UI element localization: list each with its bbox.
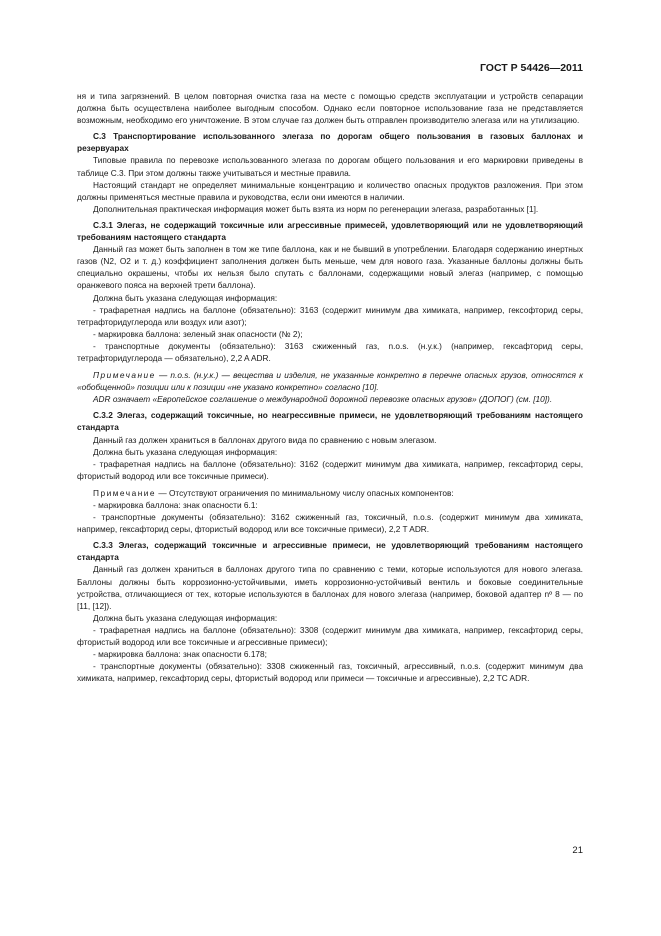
note-continuation: ADR означает «Европейское соглашение о международной дорожной перевозке опасных грузов» (ДОПОГ) (см. [10]). [93,394,553,405]
paragraph: Данный газ может быть заполнен в том же типе баллона, как и не бывший в употреблении. Благодаря содержанию инертных газов (N2, O2 и т. д.) коэффициент заполнения должен быть меньше, чем для нового газа. Указанные баллоны должны быть специально окрашены, чтобы их нельзя было спутать с баллонами, содержащими новый элегаз (например, с помощью оранжевого пояса на верхней трети баллона). [77,244,583,291]
paragraph: Типовые правила по перевозке использованного элегаза по дорогам общего пользования и его маркировки приведены в таблице С.3. При этом должны также учитываться и местные правила. [77,155,583,178]
note-label: Примечание [93,487,157,498]
list-item: - транспортные документы (обязательно): 3162 сжиженный газ, токсичный, n.o.s. (содержит минимум два химиката, например, гексафторид серы, фтористый водород или все токсичные примеси), 2,2 T ADR. [77,512,583,535]
section-heading: С.3.2 Элегаз, содержащий токсичные, но неагрессивные примеси, не удовлетворяющий требованиям настоящего стандарта [77,410,583,433]
section-heading: С.3.1 Элегаз, не содержащий токсичные или агрессивные примесей, удовлетворяющий или не удовлетворяющий требованиям настоящего стандарта [77,219,583,243]
paragraph: Данный газ должен храниться в баллонах другого вида по сравнению с новым элегазом. [93,434,437,445]
paragraph: Данный газ должен храниться в баллонах другого типа по сравнению с теми, которые используются для нового элегаза. Баллоны должны быть коррозионно-устойчивыми, иметь коррозионно-устойчивый вентиль и боковые соединительные устройства, отличающиеся от тех, которые используются в баллонах для нового элегаза (например, боковой адаптер nº 8 — по [11, [12]). [77,564,583,611]
page-number: 21 [572,845,583,856]
list-item: - маркировка баллона: знак опасности 6.178; [93,649,267,660]
note-text: — n.o.s. (н.у.к.) — вещества и изделия, не указанные конкретно в перечне опасных грузов, относятся к «обобщенной» позиции или к позиции «не указано конкретно» согласно [10]. [77,370,583,393]
paragraph: Дополнительная практическая информация может быть взята из норм по регенерации элегаза, разработанных [1]. [93,203,539,214]
document-body [77,90,583,684]
paragraph: Должна быть указана следующая информация: [93,292,278,303]
list-item: - транспортные документы (обязательно): 3163 сжиженный газ, n.o.s. (н.у.к.) (например, гексафторид серы, тетрафторидуглерода — обязательно), 2,2 A ADR. [77,340,583,363]
note-label: Примечание [93,370,156,381]
paragraph: Настоящий стандарт не определяет минимальные концентрацию и количество опасных продуктов разложения. При этом должны применяться местные правила и руководства, если они имеются в наличии. [77,179,583,202]
list-item: - трафаретная надпись на баллоне (обязательно): 3162 (содержит минимум два химиката, например, гексафторид серы, фтористый водород или все токсичные примеси). [77,458,583,481]
section-heading: С.3 Транспортирование использованного элегаза по дорогам общего пользования в газовых баллонах и резервуарах [77,131,583,154]
note [77,487,583,499]
paragraph: Должна быть указана следующая информация: [93,612,278,623]
note-text: — Отсутствуют ограничения по минимальному числу опасных компонентов: [156,487,454,498]
list-item: - маркировка баллона: знак опасности 6.1: [93,500,258,510]
list-item: - трафаретная надпись на баллоне (обязательно): 3308 (содержит минимум два химиката, например, гексафторид серы, фтористый водород или все токсичные и агрессивные примеси); [77,624,583,648]
section-heading: С.3.3 Элегаз, содержащий токсичные и агрессивные примеси, не удовлетворяющий требованиям настоящего стандарта [77,540,583,563]
list-item: - транспортные документы (обязательно): 3308 сжиженный газ, токсичный, агрессивный, n.o.s. (содержит минимум два химиката, например, гексафторид серы, фтористый водород или примеси — токсичные и агрессивные), 2,2 TC ADR. [77,661,583,684]
list-item: - трафаретная надпись на баллоне (обязательно): 3163 (содержит минимум два химиката, например, гексофторид серы, тетрафторидуглерода или воздух или азот); [77,304,583,327]
list-item: - маркировка баллона: зеленый знак опасности (№ 2); [93,328,303,339]
note [77,369,583,393]
paragraph: ня и типа загрязнений. В целом повторная очистка газа на месте с помощью средств эксплуатации и устройств сепарации должна быть осуществлена наиболее выгодным способом. Однако если повторное использование газа не представляется возможным, необходимо его уничтожение. В этом случае газ должен быть отправлен производителю элегаза или на утилизацию. [77,91,583,126]
document-code: ГОСТ Р 54426—2011 [479,62,583,74]
paragraph: Должна быть указана следующая информация: [93,446,278,457]
